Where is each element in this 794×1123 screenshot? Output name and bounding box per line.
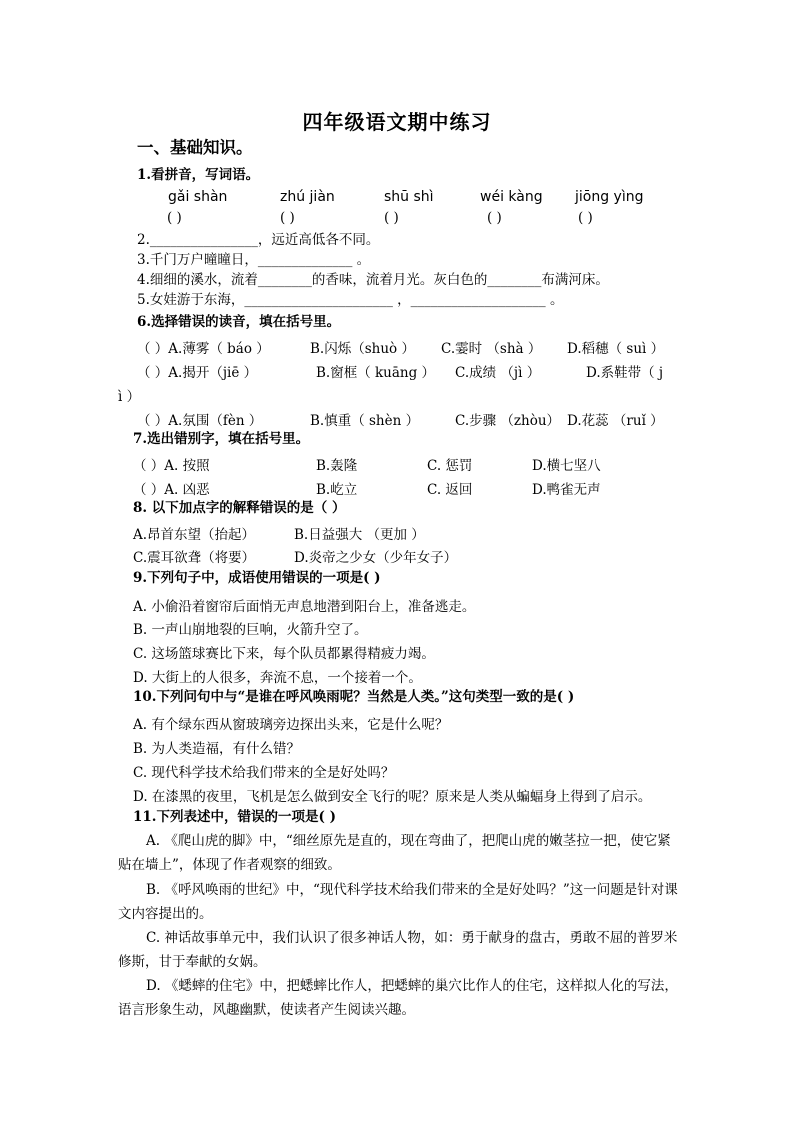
fill-line-2[interactable]: 2.________________，远近高低各不同。 — [137, 232, 380, 248]
q7-row2-d: D.鸭雀无声 — [532, 482, 601, 498]
q6-row1-c: C.霎时 （shà ） — [441, 341, 542, 357]
fill-line-3[interactable]: 3.千门万户曈曈日，______________ 。 — [137, 252, 371, 268]
pinyin-1: gǎi shàn — [168, 189, 228, 205]
q11-option-b: B. 《呼风唤雨的世纪》中，“现代科学技术给我们带来的全是好处吗？”这一问题是针对课文内容提出的。 — [118, 882, 678, 922]
q6-row2-a: （ ）A.揭开（jiē ） — [137, 365, 258, 381]
q6-row3-b: B.慎重（ shèn ） — [310, 413, 420, 429]
question-10-label: 10.下列问句中与“是谁在呼风唤雨呢？当然是人类。”这句类型一致的是( ) — [133, 689, 575, 705]
pinyin-4: wéi kàng — [480, 189, 543, 205]
answer-bracket-2[interactable]: ( ) — [280, 210, 295, 226]
q6-row2-d: D.系鞋带（ j — [586, 365, 664, 381]
q9-option-b: B. 一声山崩地裂的巨响，火箭升空了。 — [133, 622, 368, 638]
q8-option-b: B.日益强大 （更加 ） — [294, 527, 425, 543]
section-heading-basics: 一、基础知识。 — [137, 138, 253, 157]
q8-option-c: C.震耳欲聋（将要） — [133, 550, 256, 566]
q10-option-d: D. 在漆黑的夜里，飞机是怎么做到安全飞行的呢？原来是人类从蝙蝠身上得到了启示。 — [133, 789, 652, 805]
q7-row2-b: B.屹立 — [316, 482, 358, 498]
pinyin-3: shū shì — [384, 189, 434, 205]
question-11-label: 11.下列表述中，错误的一项是( ) — [133, 809, 336, 825]
q7-row2-a: （ ）A. 凶恶 — [133, 482, 210, 498]
q10-option-a: A. 有个绿东西从窗玻璃旁边探出头来，它是什么呢？ — [133, 717, 449, 733]
pinyin-5: jiōng yìng — [575, 189, 644, 205]
answer-bracket-3[interactable]: ( ) — [384, 210, 399, 226]
q6-row2-b: B.窗框（ kuāng ） — [316, 365, 436, 381]
answer-bracket-4[interactable]: ( ) — [487, 210, 502, 226]
q8-option-a: A.昂首东望（抬起） — [133, 527, 256, 543]
q11-option-d: D. 《蟋蟀的住宅》中，把蟋蟀比作人，把蟋蟀的巢穴比作人的住宅，这样拟人化的写法，语言形象生动，风趣幽默，使读者产生阅读兴趣。 — [118, 978, 678, 1018]
q6-row3-a: （ ）A.氛围（fèn ） — [137, 413, 263, 429]
answer-bracket-5[interactable]: ( ) — [578, 210, 593, 226]
pinyin-2: zhú jiàn — [280, 189, 335, 205]
fill-line-5[interactable]: 5.女娃游于东海，______________________ ，____________________ 。 — [137, 292, 564, 308]
q10-option-b: B. 为人类造福，有什么错？ — [133, 741, 301, 757]
fill-line-4[interactable]: 4.细细的溪水，流着________的香味，流着月光。灰白色的________布满河床。 — [137, 272, 609, 288]
q6-row3-d: D.花蕊 （ruǐ ） — [567, 413, 664, 429]
question-6-label: 6.选择错误的读音，填在括号里。 — [137, 314, 341, 330]
q11-option-a: A. 《爬山虎的脚》中，“细丝原先是直的，现在弯曲了，把爬山虎的嫩茎拉一把，使它紧贴在墙上”，体现了作者观察的细致。 — [118, 833, 671, 873]
q11-option-c: C. 神话故事单元中，我们认识了很多神话人物，如：勇于献身的盘古，勇敢不屈的普罗米修斯，甘于奉献的女娲。 — [118, 930, 678, 970]
question-1-label: 1.看拼音，写词语。 — [137, 167, 260, 183]
question-9-label: 9.下列句子中，成语使用错误的一项是( ) — [133, 570, 381, 586]
q7-row1-a: （ ）A. 按照 — [133, 458, 210, 474]
question-7-label: 7.选出错别字，填在括号里。 — [133, 431, 310, 447]
q6-row2-c: C.成绩 （jì ） — [455, 365, 541, 381]
q7-row2-c: C. 返回 — [427, 482, 473, 498]
q10-option-c: C. 现代科学技术给我们带来的全是好处吗？ — [133, 765, 395, 781]
q7-row1-c: C. 惩罚 — [427, 458, 473, 474]
q9-option-d: D. 大街上的人很多，奔流不息，一个接着一个。 — [133, 670, 422, 686]
answer-bracket-1[interactable]: ( ) — [167, 210, 182, 226]
q6-row2-wrap: ì ） — [118, 389, 141, 405]
page-title: 四年级语文期中练习 — [302, 110, 492, 134]
q6-row1-d: D.稻穗（ suì ） — [567, 341, 665, 357]
q6-row3-c: C.步骤 （zhòu） — [455, 413, 561, 429]
q8-option-d: D.炎帝之少女（少年女子） — [294, 550, 458, 566]
q7-row1-d: D.横七坚八 — [532, 458, 601, 474]
q9-option-a: A. 小偷沿着窗帘后面悄无声息地潜到阳台上，准备逃走。 — [133, 599, 476, 615]
q6-row1-a: （ ）A.薄雾（ báo ） — [137, 341, 270, 357]
q7-row1-b: B.轰隆 — [316, 458, 358, 474]
q6-row1-b: B.闪烁（shuò ） — [310, 341, 415, 357]
question-8-label: 8. 以下加点字的解释错误的是（ ） — [133, 500, 346, 516]
q9-option-c: C. 这场篮球赛比下来，每个队员都累得精疲力竭。 — [133, 646, 435, 662]
